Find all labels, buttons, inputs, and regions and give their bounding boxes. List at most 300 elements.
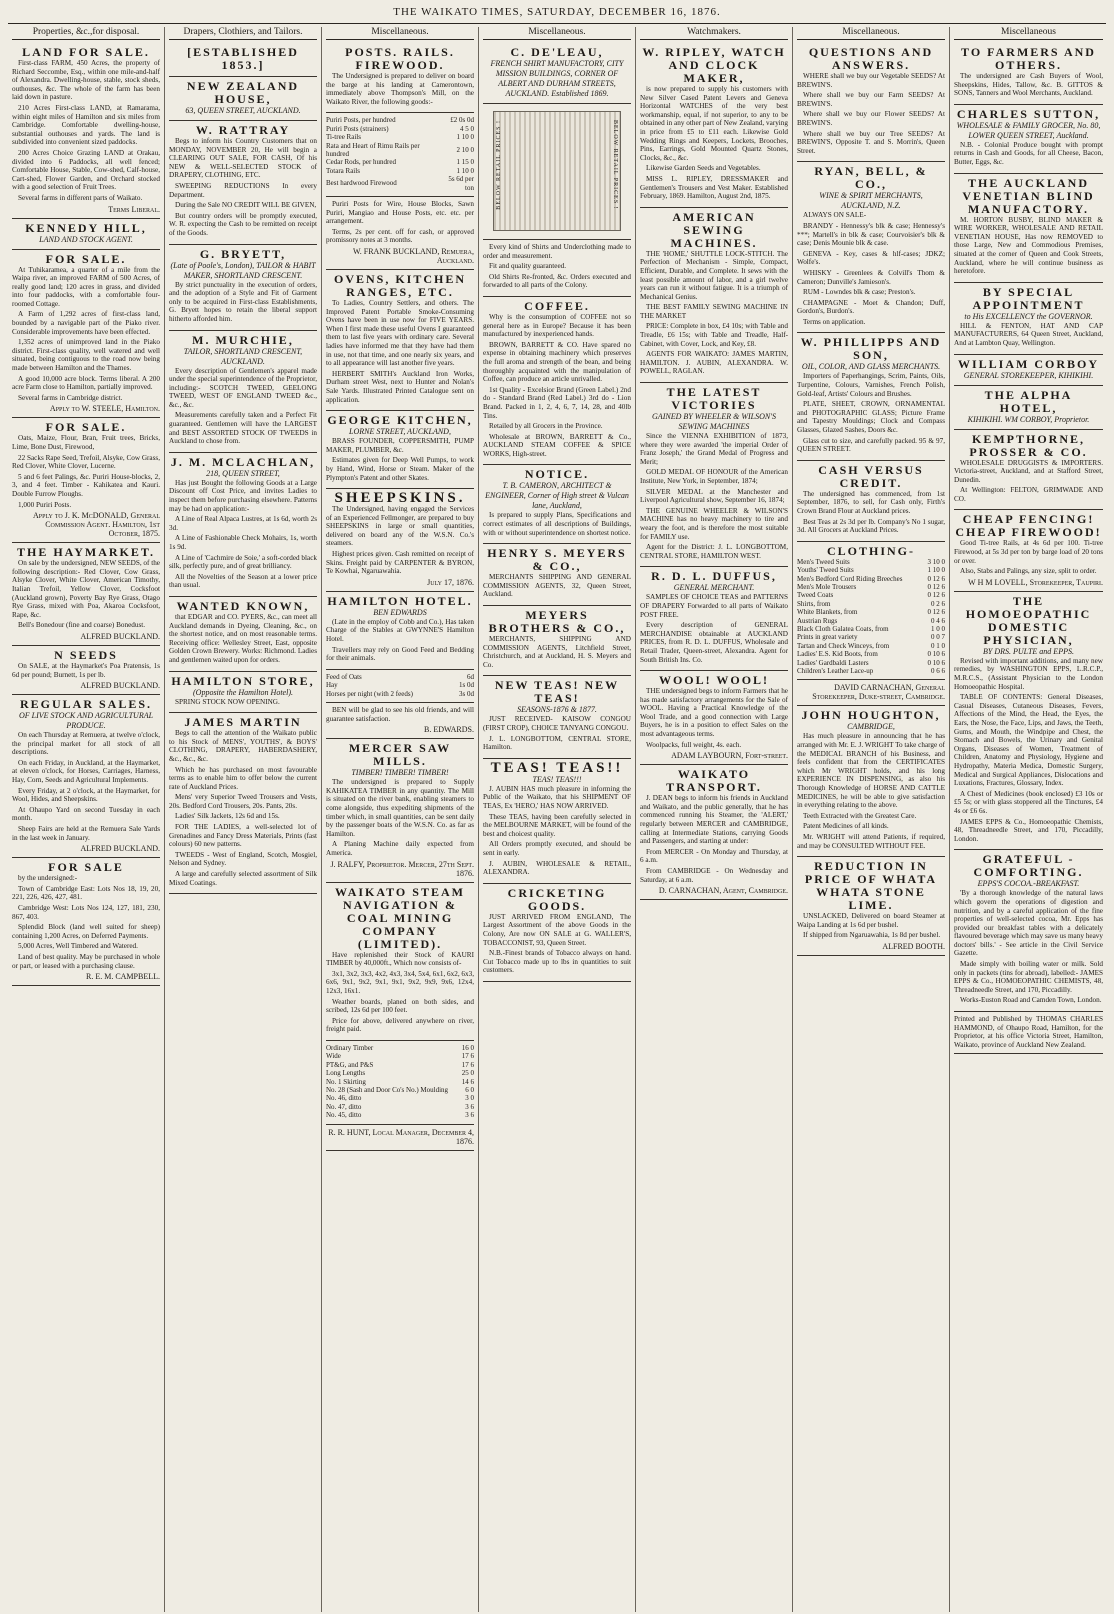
ad-subtitle: LORNE STREET, AUCKLAND,: [349, 427, 451, 437]
ad-subtitle: SEASONS-1876 & 1877.: [517, 705, 597, 715]
ad-paragraph: A Line of 'Cachmire de Soie,' a soft-corded black silk, perfectly pure, and of great brilliancy.: [169, 553, 317, 571]
ad-subtitle: WINE & SPIRIT MERCHANTS, AUCKLAND, N.Z.: [819, 191, 923, 211]
ad-paragraph: MERCHANTS SHIPPING AND GENERAL COMMISSION AGENTS, 32, Queen Street, Auckland.: [483, 573, 631, 599]
ad-paragraph: All Orders promptly executed, and should be sent in early.: [483, 840, 631, 857]
ad-title: J. M. MCLACHLAN,: [170, 454, 316, 469]
ad-paragraph: J. DEAN begs to inform his friends in Auckland and Waikato, and the public generally, that he has commenced running his Steamer, the 'ALERT,' regularly between MERCER and CAMBRIDGE, calling at Intermediate Stations, carrying Goods and Passengers, and starting at under:: [640, 794, 788, 846]
advertisement: [483, 544, 631, 606]
price-value: 0 12 6: [927, 608, 945, 617]
ad-paragraph: Also, Stabs and Palings, any size, split to order.: [960, 567, 1097, 576]
column-1: [8, 27, 165, 1612]
price-row: [797, 667, 945, 675]
ad-subtitle: GAINED BY WHEELER & WILSON'S SEWING MACHINES: [652, 412, 776, 432]
ad-body: [326, 951, 474, 1034]
ad-title: REDUCTION IN PRICE OF WHATA WHATA STONE LIME.: [804, 859, 938, 913]
ad-paragraph: 22 Sacks Rape Seed, Trefoil, Alsyke, Cow Grass, Red Clover, White Clover, Lucerne.: [12, 453, 160, 471]
ad-body: [954, 322, 1103, 348]
column-heading: Miscellaneous.: [483, 27, 631, 40]
advertisement: [954, 592, 1103, 850]
ad-paragraph: HILL & FENTON, HAT AND CAP MANUFACTURERS, 64 Queen Street, Auckland, And at Lambton Quay, Wellington.: [954, 321, 1103, 347]
price-row: [326, 167, 474, 175]
advertisement: [12, 646, 160, 695]
ad-paragraph: Measurements carefully taken and a Perfect Fit guaranteed. Gentlemen will have the LARGEST and BEST ASSORTED STOCK OF TWEEDS in Auckland to chose from.: [169, 411, 317, 446]
price-item: Rata and Heart of Rimu Rails per hundred: [326, 141, 420, 158]
ad-paragraph: Terms on application.: [803, 317, 866, 326]
column-5: [636, 27, 793, 1612]
column-7: [950, 27, 1107, 1612]
price-value: 0 2 6: [931, 599, 945, 608]
column-6: [793, 27, 950, 1612]
ad-paragraph: SILVER MEDAL at the Manchester and Liverpool Agricultural show, September 16, 1874;: [640, 487, 788, 505]
ad-title: REGULAR SALES.: [19, 697, 153, 712]
ad-signature: DAVID CARNACHAN, General Storekeeper, Duke-street, Cambridge.: [812, 683, 945, 702]
price-item: Men's Bedford Cord Riding Breeches: [797, 574, 903, 583]
masthead: THE WAIKATO TIMES, SATURDAY, DECEMBER 16, 1876.: [8, 6, 1106, 24]
price-row: [326, 175, 474, 192]
ad-title: W. RATTRAY: [195, 123, 291, 137]
ad-subtitle: (Late of Poole's, London), TAILOR & HABIT MAKER, SHORTLAND CRESCENT.: [170, 260, 316, 280]
ad-title: JOHN HOUGHTON,: [801, 708, 941, 723]
ad-paragraph: Fit and quality guaranteed.: [489, 262, 567, 271]
ad-title: MERCER SAW MILLS.: [348, 741, 452, 769]
price-value: 1 15 0: [456, 158, 474, 167]
price-row: [797, 575, 945, 583]
ad-body: [640, 432, 788, 560]
ad-paragraph: Ladies' Silk Jackets, 12s 6d and 15s.: [175, 812, 280, 821]
ad-body: [954, 657, 1103, 843]
ad-signature: W. FRANK BUCKLAND, Remuera, Auckland.: [352, 247, 474, 265]
ad-paragraph: GENEVA - Key, cases & hlf-cases; JDKZ; Wolfe's.: [797, 249, 945, 267]
ad-paragraph: PRICE: Complete in box, £4 10s; with Table and Treadle, £6 15s; with Table and Treadle, Half-Cabinet, with Cover, Lock, and Key, £8.: [640, 322, 788, 348]
ad-paragraph: JUST RECEIVED- KAISOW CONGOU (FIRST CROP), CHOICE TANYANG CONGOU.: [483, 715, 631, 732]
price-item: Wide: [326, 1052, 341, 1061]
ad-title: WAIKATO TRANSPORT.: [666, 767, 762, 795]
ad-paragraph: THE undersigned begs to inform Farmers that he has made satisfactory arrangements for the Sale of WOOL. Having a Practical Knowledge of the Wool Trade, and a good connection with Large Buyers, he is in a position to effect Sales on the most advantageous terms.: [640, 687, 788, 739]
price-value: 3 6: [465, 1111, 474, 1120]
columns-container: [8, 27, 1106, 1612]
ad-paragraph: Works-Euston Road and Camden Town, London.: [960, 996, 1102, 1005]
advertisement: [954, 105, 1103, 174]
price-row: [797, 617, 945, 625]
ad-paragraph: (Late in the employ of Cobb and Co.), Has taken Charge of the Stables at GWYNNE'S Hamilton Hotel.: [326, 617, 474, 644]
price-value: 1 10 0: [456, 166, 474, 175]
ad-paragraph: These TEAS, having been carefully selected in the MELBOURNE MARKET, will be found of the best and choicest quality.: [483, 812, 631, 838]
ad-title: KENNEDY HILL,: [25, 220, 147, 235]
ad-body: [483, 313, 631, 459]
ad-paragraph: Mr. WRIGHT will attend Patients, if required, and may be CONSULTED WITHOUT FEE.: [797, 833, 945, 850]
advertisement: [954, 355, 1103, 386]
ad-subtitle: LAND AND STOCK AGENT.: [39, 234, 133, 244]
advertisement: [12, 250, 160, 419]
ad-subtitle: EPPS'S COCOA.-BREAKFAST.: [977, 879, 1080, 889]
ad-body: [640, 85, 788, 201]
price-item: No. 47, ditto: [326, 1102, 362, 1111]
price-item: Totara Rails: [326, 166, 360, 175]
column-heading: Drapers, Clothiers, and Tailors.: [169, 27, 317, 40]
price-value: 25 0: [461, 1069, 474, 1078]
price-row: [326, 1061, 474, 1069]
price-row: [326, 681, 474, 689]
advertisement: [954, 386, 1103, 430]
ad-subtitle: OF LIVE STOCK AND AGRICULTURAL PRODUCE.: [18, 711, 154, 731]
ad-paragraph: Terms, 2s per cent. off for cash, or approved promissory notes at 3 months.: [326, 227, 474, 245]
shirt-illustration: [493, 111, 621, 231]
ad-paragraph: Several farms in Cambridge district.: [18, 393, 123, 402]
ad-paragraph: Likewise Garden Seeds and Vegetables.: [646, 164, 761, 173]
advertisement: [640, 208, 788, 383]
ad-title: HAMILTON STORE,: [171, 673, 315, 688]
price-row: [326, 133, 474, 141]
ad-title: MEYERS BROTHERS & CO.,: [488, 608, 626, 636]
advertisement: [954, 1012, 1103, 1054]
column-heading: Miscellaneous.: [797, 27, 945, 40]
advertisement: [326, 489, 474, 592]
ad-title: NEW TEAS! NEW TEAS!: [494, 678, 620, 706]
price-item: Shirts, from: [797, 599, 831, 608]
price-row: [797, 633, 945, 641]
advertisement: [326, 113, 474, 197]
column-3: [322, 27, 479, 1612]
ad-paragraph: Price for above, delivered anywhere on river, freight paid.: [326, 1016, 474, 1034]
ad-body: [326, 778, 474, 857]
advertisement: [483, 297, 631, 466]
price-value: 17 6: [461, 1060, 474, 1069]
ad-body: [797, 490, 945, 535]
ad-body: [954, 539, 1103, 575]
ad-paragraph: 'By a thorough knowledge of the natural laws which govern the operations of digestion and nutrition, and by a careful application of the fine properties of well-selected cocoa, Mr. Epps has provided our breakfast tables with a delicately flavoured beverage which may save us many heavy doctors' bills.' - See article in the Civil Service Gazette.: [954, 889, 1103, 958]
ad-paragraph: 210 Acres First-class LAND, at Ramarama, within eight miles of Hamilton and six miles from Cambridge. Comfortable dwelling-house, substantial outhouses and yards. The land is subdivided into convenient sized paddocks.: [12, 103, 160, 147]
ad-body: [797, 211, 945, 326]
price-table: [326, 116, 474, 192]
ad-paragraph: 200 Acres Choice Grazing LAND at Orakau, divided into 6 Paddocks, all well fenced; Comfortable House, Stable, Cow-shed, Calf-house, Cart-shed, Flower Garden, and Orchard stocked with a good selection of Fruit Trees.: [12, 148, 160, 192]
ad-title: M. MURCHIE,: [192, 332, 294, 347]
ad-paragraph: Why is the consumption of COFFEE not so general here as in Europe? Because it has been manufactured by inexperienced hands.: [483, 312, 631, 339]
ad-paragraph: AGENTS FOR WAIKATO: JAMES MARTIN, HAMILTON. J. AUBIN, ALEXANDRA. W. POWELL, RAGLAN.: [640, 350, 788, 376]
ad-body: [326, 505, 474, 576]
ad-paragraph: A Chest of Medicines (book enclosed) £3 10s or £5 5s; or with glass stoppered all the Tinctures, £4 4s or £6 6s.: [954, 789, 1103, 815]
advertisement: [797, 706, 945, 857]
ad-signature: B. EDWARDS.: [423, 725, 474, 735]
price-value: 4 5 0: [460, 124, 474, 133]
ad-paragraph: M. HORTON BUSBY, BLIND MAKER & WIRE WORKER, WHOLESALE AND RETAIL VENETIAN HOUSE, Has now REMOVED to those Large, New and Commodious Premises, situated at the corner of Queen and Cook Streets, Auckland, where he will continue business as heretofore.: [954, 215, 1103, 276]
ad-paragraph: On each Thursday at Remuera, at twelve o'clock, the principal market for all stock of all descriptions.: [12, 731, 160, 757]
advertisement: [169, 121, 317, 245]
ad-subtitle: GENERAL STOREKEEPER, KIHIKIHI.: [963, 370, 1094, 380]
ad-title: HAMILTON HOTEL.: [327, 593, 473, 608]
ad-title: WOOL! WOOL!: [658, 673, 770, 688]
ad-subtitle: T. B. CAMERON, ARCHITECT & ENGINEER, Corner of High street & Vulcan lane, Auckland,: [485, 481, 629, 511]
price-row: [326, 158, 474, 166]
advertisement: [326, 197, 474, 270]
ad-paragraph: A Planing Machine daily expected from America.: [326, 840, 474, 857]
ad-paragraph: Land of best quality. May be purchased in whole or part, or leased with a purchasing clause.: [12, 952, 160, 970]
ad-paragraph: WHERE shall we buy our Vegetable SEEDS? At BREWIN'S.: [797, 72, 945, 89]
price-value: 0 12 6: [927, 591, 945, 600]
price-row: [326, 690, 474, 698]
advertisement: [326, 592, 474, 670]
price-row: [797, 600, 945, 608]
ad-body: [326, 200, 474, 245]
advertisement: [326, 43, 474, 113]
ad-paragraph: Importers of Paperhangings, Scrim, Paints, Oils, Turpentine, Colours, Varnishes, French Polish, Gold-leaf, Artists' Colours and Brushes.: [797, 372, 945, 398]
ad-body: [326, 706, 474, 723]
ad-subtitle: FRENCH SHIRT MANUFACTORY, CITY MISSION BUILDINGS, CORNER OF ALBERT AND DURHAM STREETS, AUCKLAND. Established 1869.: [490, 59, 624, 98]
ad-body: [169, 479, 317, 590]
ad-body: [326, 72, 474, 106]
price-value: 16 0: [461, 1043, 474, 1052]
advertisement: [483, 676, 631, 758]
advertisement: [797, 680, 945, 706]
ad-body: [483, 635, 631, 669]
price-row: [326, 1103, 474, 1111]
price-item: Men's Mole Trousers: [797, 583, 857, 591]
ad-body: [483, 715, 631, 751]
ad-signature: D. CARNACHAN, Agent, Cambridge.: [658, 886, 788, 896]
price-value: 0 1 0: [931, 641, 945, 650]
ad-paragraph: Cambridge West: Lots Nos 124, 127, 181, 230, 867, 403.: [12, 904, 160, 921]
ad-body: [483, 785, 631, 877]
price-value: £2 0s 0d: [450, 116, 474, 125]
ad-paragraph: Revised with important additions, and many new remedies, by WASHINGTON EPPS, L.R.C.P., M.R.C.S., (Assistant Physician to the London Homoeopathic Hospital.: [954, 656, 1103, 691]
ad-paragraph: that EDGAR and CO. PYERS, &c., can meet all Auckland demands in Dyeing, Cleaning, &c., on the shortest notice, and on most reasonable terms. Receiving office: Wellesley Street, East, opposite Golden Crown Brewery. Works: Richmond. Ladies and gentlemen waited upon for orders.: [169, 612, 317, 664]
ad-subtitle: to His EXCELLENCY the GOVERNOR.: [964, 311, 1093, 321]
price-item: No. 1 Skirting: [326, 1077, 366, 1086]
ad-subtitle: TEAS! TEAS!!!: [532, 774, 582, 784]
ad-body: [954, 459, 1103, 504]
ad-paragraph: During the Sale NO CREDIT WILL BE GIVEN,: [175, 201, 317, 210]
ad-title: NOTICE.: [524, 467, 590, 482]
ad-subtitle: GENERAL MERCHANT.: [673, 583, 755, 593]
ad-body: [797, 72, 945, 155]
ad-subtitle: BY DRS. PULTE and EPPS.: [983, 646, 1074, 656]
ad-paragraph: 3x1, 3x2, 3x3, 4x2, 4x3, 3x4, 5x4, 6x1, 6x2, 6x3, 6x6, 9x1, 9x2, 9x1, 9x1, 9x2, 9x9, 9x6, 12x4, 12x3, 16x1.: [326, 969, 474, 995]
advertisement: [797, 43, 945, 162]
price-item: Ladies' Gardbaldi Lasters: [797, 658, 869, 667]
ad-subtitle: WHOLESALE & FAMILY GROCER, No. 80, LOWER QUEEN STREET, Auckland.: [956, 120, 1101, 140]
advertisement: [12, 695, 160, 858]
advertisement: [169, 331, 317, 453]
ad-paragraph: Estimates given for Deep Well Pumps, to work by Hand, Wind, Horse or Steam. Maker of the Plympton's Patent and other Skates.: [326, 456, 474, 482]
price-item: Feed of Oats: [326, 672, 362, 681]
ad-subtitle: TAILOR, SHORTLAND CRESCENT, AUCKLAND.: [183, 346, 303, 366]
ad-paragraph: ALWAYS ON SALE-: [803, 211, 867, 220]
advertisement: [797, 162, 945, 333]
ad-body: [483, 511, 631, 537]
ad-paragraph: The undersigned is prepared to Supply KAHIKATEA TIMBER in any quantity. The Mill is situated on the river bank, enabling steamers to come alongside, thus expediting shipments of the timber which, in small quantities, can be sent daily by the passenger boats of the W.S.N. Co. as far as Hamilton.: [326, 778, 474, 838]
ad-title: CLOTHING-: [826, 543, 915, 558]
price-row: [326, 1094, 474, 1102]
ad-title: QUESTIONS AND ANSWERS.: [808, 45, 934, 72]
ad-paragraph: 5,000 Acres, Well Timbered and Watered.: [18, 942, 138, 951]
ad-title: W. PHILLIPPS AND SON,: [800, 335, 942, 363]
price-value: 0 10 6: [927, 658, 945, 667]
ad-body: [326, 618, 474, 663]
price-row: [326, 116, 474, 124]
ad-title: LAND FOR SALE.: [22, 45, 150, 59]
ad-paragraph: Teeth Extracted with the Greatest Care.: [803, 811, 917, 820]
ad-paragraph: Bell's Bonedour (fine and coarse) Bonedust.: [18, 621, 146, 630]
ad-title: THE AUCKLAND VENETIAN BLIND MANUFACTORY.: [962, 175, 1095, 216]
price-value: 6 0: [465, 1085, 474, 1094]
advertisement: [326, 1041, 474, 1125]
ad-title: POSTS. RAILS. FIREWOOD.: [345, 45, 455, 72]
advertisement: [169, 597, 317, 672]
column-2: [165, 27, 322, 1612]
advertisement: [954, 850, 1103, 1012]
ad-subtitle: 63, QUEEN STREET, AUCKLAND.: [185, 106, 301, 115]
advertisement: [954, 510, 1103, 591]
price-row: [797, 608, 945, 616]
ad-body: [640, 794, 788, 884]
ad-paragraph: From CAMBRIDGE - On Wednesday and Saturday, at 6 a.m.: [640, 867, 788, 884]
advertisement: [12, 418, 160, 543]
price-item: Austrian Rugs: [797, 616, 838, 625]
ad-signature: W H M LOVELL, Storekeeper, Taupiri.: [968, 577, 1103, 587]
ad-paragraph: A large and carefully selected assortment of Silk Mixed Coatings.: [169, 870, 317, 887]
ad-paragraph: SAMPLES OF CHOICE TEAS and PATTERNS OF DRAPERY Forwarded to all parts of Waikato POST FREE.: [640, 593, 788, 619]
price-item: Best hardwood Firewood: [326, 179, 397, 188]
price-item: Puriri Posts (strainers): [326, 124, 389, 133]
ad-paragraph: Begs to inform his Country Customers that on MONDAY, NOVEMBER 20, He will begin a CLEARING OUT SALE, FOR CASH, Of his NEW & WELL-SELECTED STOCK of DRAPERY, CLOTHING, ETC.: [169, 137, 317, 180]
advertisement: [483, 104, 631, 240]
price-row: [797, 583, 945, 591]
ad-body: [640, 593, 788, 664]
ad-paragraph: Is prepared to supply Plans, Specifications and correct estimates of all descriptions of Buildings, with or without superintendence on shortest notice.: [483, 511, 631, 537]
ad-paragraph: JAMES EPPS & Co., Homoeopathic Chemists, 48, Threadneedle Street, and 170, Piccadilly, London.: [954, 817, 1103, 843]
advertisement: [640, 567, 788, 671]
advertisement: [326, 270, 474, 411]
price-row: [797, 650, 945, 658]
ad-body: [169, 137, 317, 238]
ad-subtitle: OIL, COLOR, AND GLASS MERCHANTS.: [801, 362, 941, 372]
ad-title: BY SPECIAL APPOINTMENT: [972, 284, 1085, 312]
column-heading: Miscellaneous.: [326, 27, 474, 40]
ad-paragraph: THE GENUINE WHEELER & WILSON'S MACHINE has no heavy machinery to tire and weary the foot, and is therefore the most suitable for FAMILY use.: [640, 506, 788, 541]
ad-paragraph: TWEEDS - West of England, Scotch, Mosgiel, Nelson and Sydney.: [169, 850, 317, 868]
ad-paragraph: The undersigned are Cash Buyers of Wool, Sheepskins, Hides, Tallow, &c. B. GITTOS & SONS, Tanners and Wool Merchants, Auckland.: [954, 72, 1103, 98]
ad-title: FOR SALE.: [45, 420, 127, 435]
advertisement: [326, 1125, 474, 1151]
advertisement: [12, 43, 160, 219]
ad-paragraph: A good 10,000 acre block. Terms liberal. A 200 acre Farm close to Hamilton, partially improved.: [12, 374, 160, 392]
advertisement: [954, 174, 1103, 283]
ad-title: JAMES MARTIN: [184, 715, 302, 730]
ad-signature: ALFRED BUCKLAND.: [80, 631, 160, 641]
price-item: Youths' Tweed Suits: [797, 566, 854, 575]
ad-paragraph: Good Ti-tree Rails, at 4s 6d per 100. Ti-tree Firewood, at 5s 3d per ton by barge load of 20 tons or over.: [954, 539, 1103, 565]
ad-paragraph: Old Shirts Re-fronted, &c. Orders executed and forwarded to all parts of the Colony.: [483, 272, 631, 290]
ad-paragraph: Have replenished their Stock of KAURI TIMBER by 40,000ft., Which now consists of-: [326, 950, 474, 968]
price-table: [326, 1044, 474, 1120]
ad-paragraph: Every kind of Shirts and Underclothing made to order and measurement.: [483, 243, 631, 260]
price-item: Men's Tweed Suits: [797, 557, 850, 566]
ad-body: [797, 372, 945, 453]
advertisement: [797, 542, 945, 681]
ad-paragraph: Weather boards, planed on both sides, and scribed, 12s 6d per 100 feet.: [326, 997, 474, 1015]
ad-paragraph: THE 'HOME,' SHUTTLE LOCK-STITCH. The Perfection of Mechanism - Simple, Compact, Efficient, Durable, and Complete. It sews with the least possible amount of labor, and a girl twelve years can run it without fatigue. It is a triumph of Mechanical Genius.: [640, 249, 788, 301]
ad-body: [169, 729, 317, 887]
price-row: [797, 625, 945, 633]
ad-title: WILLIAM CORBOY: [957, 356, 1099, 371]
ad-signature: R. E. M. CAMPBELL.: [85, 972, 160, 982]
ad-paragraph: MERCHANTS, SHIPPING AND COMMISSION AGENTS, Litchfield Street, Christchurch, and at Auckland, H. S. Meyers and Co.: [483, 635, 631, 669]
price-value: 14 6: [461, 1077, 474, 1086]
column-heading: Watchmakers.: [640, 27, 788, 40]
ad-body: [12, 559, 160, 630]
ad-title: C. DE'LEAU,: [510, 45, 604, 59]
ad-body: [169, 613, 317, 665]
ad-title: THE LATEST VICTORIES: [666, 385, 762, 413]
ad-signature: July 17, 1876.: [427, 577, 474, 587]
price-value: 1s 0d: [459, 681, 474, 690]
ad-paragraph: N.B. - Colonial Produce bought with prompt returns in Cash and Goods, for all Cheese, Bacon, Butter, Eggs, &c.: [954, 140, 1103, 166]
price-row: [326, 673, 474, 681]
price-value: 2 10 0: [456, 145, 474, 154]
ad-paragraph: But country orders will be promptly executed, W. R. expecting the Cash to be remitted on receipt of the Goods.: [169, 211, 317, 237]
ad-body: [12, 662, 160, 679]
ad-paragraph: UNSLACKED, Delivered on board Steamer at Waipa Landing at 1s 6d per bushel.: [797, 912, 945, 929]
price-item: Ordinary Timber: [326, 1043, 374, 1052]
advertisement: [169, 43, 317, 77]
ad-body: [326, 437, 474, 482]
ad-paragraph: At Ohaupo Yard on second Tuesday in each month.: [12, 805, 160, 823]
ad-paragraph: Best Teas at 2s 3d per lb. Company's No 1 sugar, 3d. All Grocers at Auckland Prices.: [797, 517, 945, 535]
ad-body: [483, 573, 631, 599]
price-value: 17 6: [461, 1052, 474, 1061]
ad-signature: Terms Liberal.: [108, 204, 160, 214]
ad-signature: Apply to W. STEELE, Hamilton.: [49, 404, 160, 414]
price-row: [326, 1111, 474, 1119]
ad-body: [169, 698, 317, 707]
price-row: [797, 591, 945, 599]
ad-paragraph: By strict punctuality in the execution of orders, and the adoption of a Style and Fit of Garment only to be acquired in First-class Establishments, G. Bryett hopes to retain the liberal support hitherto afforded him.: [169, 280, 317, 323]
ad-body: [169, 281, 317, 324]
ad-title: TEAS! TEAS!!: [490, 759, 624, 776]
ad-title: HENRY S. MEYERS & CO.,: [487, 546, 627, 574]
advertisement: [954, 283, 1103, 355]
ad-title: TO FARMERS AND OTHERS.: [961, 45, 1096, 72]
ad-paragraph: RUM - Lowndes blk & case; Preston's.: [803, 288, 916, 297]
ad-paragraph: JUST ARRIVED FROM ENGLAND, The Largest Assortment of the above Goods in the Colony, Are now ON SALE at G. WALLER'S, TOBACCONIST, 93, Queen Street.: [483, 912, 631, 947]
price-value: 3s 0d: [459, 689, 474, 698]
ad-paragraph: A Line of Fashionable Check Mohairs, 1s, worth 1s 9d.: [169, 534, 317, 551]
column-heading: Properties, &c.,for disposal.: [12, 27, 160, 40]
ad-paragraph: 1,352 acres of unimproved land in the Piako district. First-class quality, well watered and well situated, being contiguous to the road now being made between Hamilton and the Thames.: [12, 338, 160, 373]
price-item: Cedar Rods, per hundred: [326, 158, 396, 167]
price-row: [326, 142, 474, 159]
price-item: Hay: [326, 681, 338, 690]
ad-subtitle: TIMBER! TIMBER! TIMBER!: [351, 768, 449, 778]
ad-signature: ALFRED BOOTH.: [882, 941, 945, 951]
ad-title: THE ALPHA HOTEL,: [984, 387, 1073, 415]
ad-paragraph: Travellers may rely on Good Feed and Bedding for their animals.: [326, 645, 474, 663]
ad-paragraph: Which he has purchased on most favourable terms as to enable him to offer below the current rate of Auckland Prices.: [169, 765, 317, 791]
column-heading: Miscellaneous: [954, 27, 1103, 40]
ad-title: RYAN, BELL, & CO.,: [814, 164, 928, 192]
price-item: Tartan and Check Winceys, from: [797, 641, 890, 650]
price-value: 1 10 0: [927, 566, 945, 575]
ad-paragraph: FOR THE LADIES, a well-selected lot of Grenadines and Fancy Dress Materials, Prints (fast colours) 60 new patterns.: [169, 823, 317, 849]
ad-paragraph: Retailed by all Grocers in the Province.: [489, 422, 603, 431]
price-value: 1 0 0: [931, 625, 945, 634]
ad-paragraph: Splendid Block (land well suited for sheep) containing 1,200 Acres, on Deferred Payments.: [12, 923, 160, 940]
advertisement: [169, 672, 317, 714]
price-table: [797, 558, 945, 676]
ad-title: THE HOMOEOPATHIC DOMESTIC PHYSICIAN,: [965, 593, 1092, 647]
ad-paragraph: Where shall we buy our Farm SEEDS? At BREWIN'S.: [797, 91, 945, 108]
ad-body: [954, 216, 1103, 276]
price-item: Prints in great variety: [797, 633, 858, 642]
